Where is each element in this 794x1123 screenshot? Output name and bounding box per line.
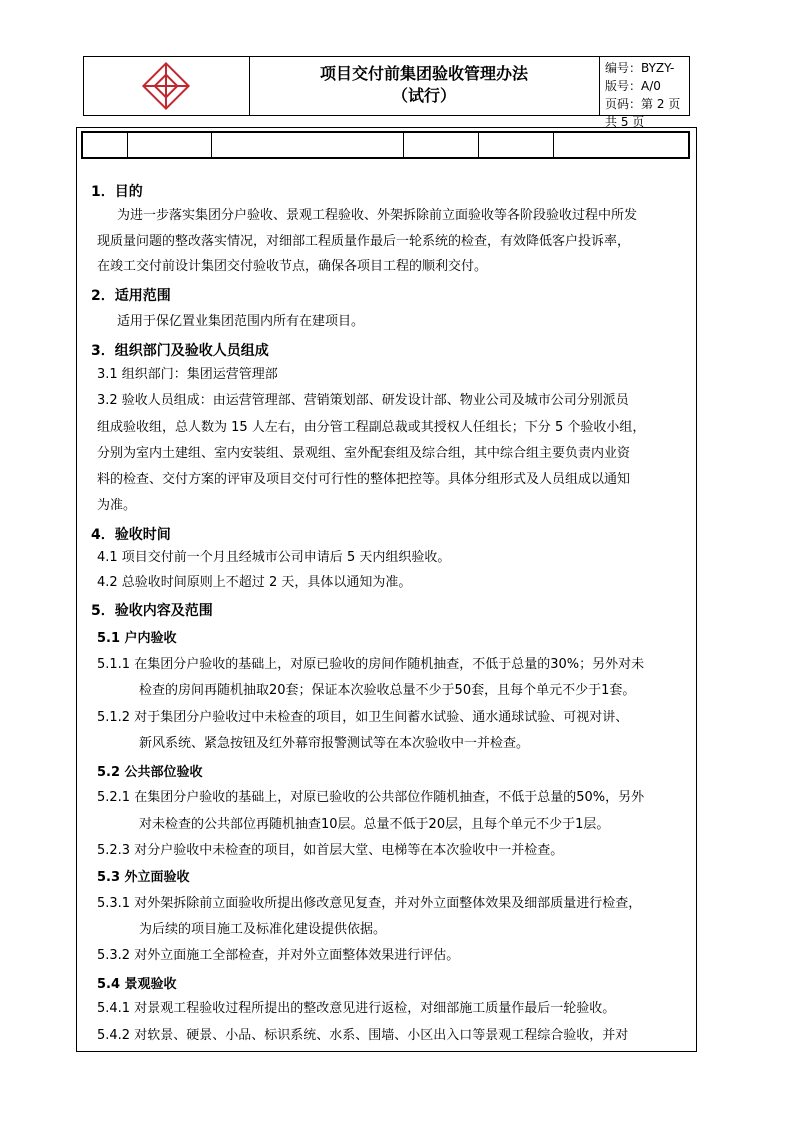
paragraph-line: 现质量问题的整改落实情况，对细部工程质量作最后一轮系统的检查，有效降低客户投诉率， — [97, 234, 631, 249]
document-title — [249, 57, 600, 115]
paragraph-line: 5.2.1 在集团分户验收的基础上，对原已验收的公共部位作随机抽查，不低于总量的50%，另外 — [97, 790, 645, 805]
paragraph-line: 分别为室内土建组、室内安装组、景观组、室外配套组及综合组，其中综合组主要负责内业资 — [97, 446, 631, 461]
paragraph-line: 适用于保亿置业集团范围内所有在建项目。 — [117, 314, 365, 329]
paragraph-line: 4.1 项目交付前一个月且经城市公司申请后 5 天内组织验收。 — [97, 550, 451, 565]
revision-cell-divider — [127, 133, 128, 157]
revision-row — [81, 131, 690, 159]
paragraph-line: 为准。 — [97, 498, 137, 513]
section-heading: 5．验收内容及范围 — [91, 603, 213, 619]
paragraph-line: 4.2 总验收时间原则上不超过 2 天，具体以通知为准。 — [97, 575, 412, 590]
paragraph-line: 为进一步落实集团分户验收、景观工程验收、外架拆除前立面验收等各阶段验收过程中所发 — [117, 208, 638, 223]
revision-cell-divider — [211, 133, 212, 157]
paragraph-line: 5.1.1 在集团分户验收的基础上，对原已验收的房间作随机抽查，不低于总量的30%；另外对未 — [97, 657, 645, 672]
section-heading: 2．适用范围 — [91, 288, 171, 304]
revision-cell-divider — [403, 133, 404, 157]
title-line-2: （试行） — [391, 86, 456, 105]
paragraph-line: 5.4.2 对软景、硬景、小品、标识系统、水系、围墙、小区出入口等景观工程综合验收，并对 — [97, 1028, 629, 1043]
paragraph-line: 5.1.2 对于集团分户验收过中未检查的项目，如卫生间蓄水试验、通水通球试验、可视对讲、 — [97, 710, 629, 725]
paragraph-line: 5.2.3 对分户验收中未检查的项目，如首层大堂、电梯等在本次验收中一并检查。 — [97, 843, 564, 858]
document-header — [83, 56, 690, 129]
title-line-1: 项目交付前集团验收管理办法 — [319, 64, 528, 83]
paragraph-line: 5.4.1 对景观工程验收过程所提出的整改意见进行返检，对细部施工质量作最后一轮验收。 — [97, 1001, 616, 1016]
section-heading: 5.2 公共部位验收 — [97, 765, 203, 780]
section-heading: 4．验收时间 — [91, 527, 171, 543]
paragraph-line: 3.2 验收人员组成：由运营管理部、营销策划部、研发设计部、物业公司及城市公司分别派员 — [97, 393, 629, 408]
paragraph-line: 在竣工交付前设计集团交付验收节点，确保各项目工程的顺利交付。 — [97, 259, 488, 274]
paragraph-line: 5.3.2 对外立面施工全部检查，并对外立面整体效果进行评估。 — [97, 948, 460, 963]
document-meta — [601, 59, 689, 131]
section-heading: 1．目的 — [91, 184, 143, 200]
paragraph-line: 新风系统、紧急按钮及红外幕帘报警测试等在本次验收中一并检查。 — [139, 736, 530, 751]
paragraph-line: 料的检查、交付方案的评审及项目交付可行性的整体把控等。具体分组形式及人员组成以通知 — [97, 472, 631, 487]
code-label: 编号：BYZY- — [605, 61, 675, 75]
page-label: 页码：第 2 页 共 5 页 — [605, 97, 681, 129]
paragraph-line: 组成验收组，总人数为 15 人左右，由分管工程副总裁或其授权人任组长；下分 5 个验收小组， — [97, 420, 646, 435]
paragraph-line: 对未检查的公共部位再随机抽查10层。总量不低于20层，且每个单元不少于1层。 — [139, 817, 610, 832]
paragraph-line: 3.1 组织部门：集团运营管理部 — [97, 367, 278, 382]
paragraph-line: 检查的房间再随机抽取20套；保证本次验收总量不少于50套，且每个单元不少于1套。 — [139, 683, 636, 698]
company-logo — [84, 57, 250, 115]
revision-cell-divider — [478, 133, 479, 157]
section-heading: 3．组织部门及验收人员组成 — [91, 343, 269, 359]
section-heading: 5.1 户内验收 — [97, 631, 177, 646]
section-heading: 5.4 景观验收 — [97, 977, 177, 992]
paragraph-line: 5.3.1 对外架拆除前立面验收所提出修改意见复查，并对外立面整体效果及细部质量进行检查， — [97, 896, 642, 911]
version-label: 版号：A/0 — [605, 79, 661, 93]
section-heading: 5.3 外立面验收 — [97, 870, 190, 885]
revision-cell-divider — [553, 133, 554, 157]
paragraph-line: 为后续的项目施工及标准化建设提供依据。 — [139, 922, 387, 937]
